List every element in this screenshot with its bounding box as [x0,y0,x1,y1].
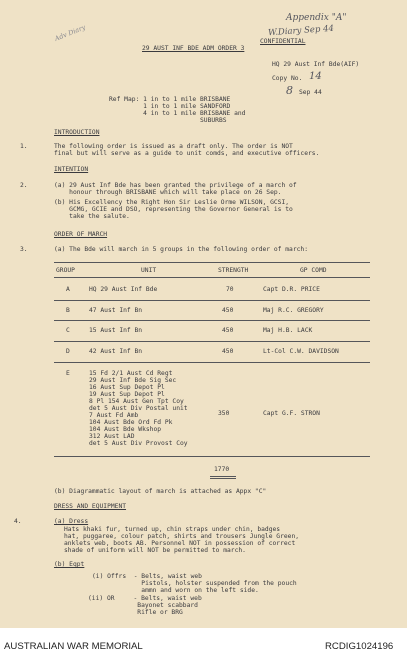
para-number-3: 3. [20,246,28,253]
date-line: Sep 44 [299,89,322,96]
introduction-text: The following order is issued as a draft only. The order is NOT final but will serve as a guide to unit comds, and executive officers. [54,143,320,157]
handwritten-date: 8 [286,84,293,97]
col-header-strength: STRENGTH [218,267,249,274]
row-comd: Maj H.B. LACK [263,327,313,334]
copy-number: 14 [309,71,322,82]
dress-text: Hats khaki fur, turned up, chin straps under chin, badges hat, puggaree, colour patch, shirts and trousers Jungle Green, anklets web, boots AB. Personnel NOT in possession of correct shade of uniform will NOT be permitted to march. [64,526,300,554]
order-title: 29 AUST INF BDE ADM ORDER 3 [142,45,245,52]
row-e-units: 15 Fd 2/1 Aust Cd Regt 29 Aust Inf Bde Sig Sec 16 Aust Sup Depot Pl 19 Aust Sup Depot Pl 8 Pl 154 Aust Gen Tpt Coy det 5 Aust Div Postal unit 7 Aust Fd Amb 104 Aust Bde Ord Fd Pk 104 Aust Bde Wkshop 312 Aust LAD det 5 Aust Div Provost Coy [89,370,188,447]
copy-label: Copy No. [272,75,303,82]
para-number-2: 2. [20,182,28,189]
row-strength: 70 [226,286,234,293]
col-header-comd: GP COMD [300,267,327,274]
row-unit: HQ 29 Aust Inf Bde [89,286,158,293]
intention-b: (b) His Excellency the Right Hon Sir Leslie Orme WILSON, GCSI, GCMG, GCIE and DSO, representing the Governor General is to take the salute. [54,199,293,220]
table-top-rule [54,262,370,263]
col-header-unit: UNIT [141,267,157,274]
row-group: D [66,348,70,355]
row-rule [54,362,370,363]
eqpt-other-ranks: (ii) OR - Belts, waist web Bayonet scabbard Rifle or BRG [88,595,202,616]
row-unit: 42 Aust Inf Bn [89,348,143,355]
hq-line: HQ 29 Aust Inf Bde(AIF) [272,61,360,68]
dress-label: (a) Dress [54,518,89,525]
row-unit: 47 Aust Inf Bn [89,307,143,314]
total-double-rule [210,476,236,477]
row-group: E [66,370,70,377]
row-unit: 15 Aust Inf Bn [89,327,143,334]
order-of-march-text: (a) The Bde will march in 5 groups in the following order of march: [54,246,309,253]
row-strength: 450 [222,327,234,334]
row-strength: 450 [222,348,234,355]
dress-heading: DRESS AND EQUIPMENT [54,503,127,510]
row-strength: 450 [222,307,234,314]
eqpt-label: (b) Eqpt [54,561,85,568]
introduction-heading: INTRODUCTION [54,129,100,136]
handwritten-margin-note: Adv Diary [53,23,87,43]
row-strength: 350 [218,410,230,417]
row-group: C [66,327,70,334]
row-comd: Maj R.C. GREGORY [263,307,324,314]
order-of-march-heading: ORDER OF MARCH [54,231,108,238]
para-number-1: 1. [20,143,28,150]
reference-maps: Ref Map: 1 in to 1 mile BRISBANE 1 in to 1 mile SANDFORD 4 in to 1 mile BRISBANE and SUBURBS [109,96,246,124]
intention-a: (a) 29 Aust Inf Bde has been granted the privilege of a march of honour through BRISBANE which will take place on 26 Sep. [54,182,297,196]
footer-archive-name: AUSTRALIAN WAR MEMORIAL [4,641,143,652]
row-comd: Lt-Col C.W. DAVIDSON [263,348,339,355]
table-bottom-rule [54,456,370,457]
total-double-rule [210,478,236,479]
row-comd: Capt D.R. PRICE [263,286,320,293]
handwritten-appendix-note: Appendix "A" [286,13,347,23]
row-group: A [66,286,70,293]
eqpt-officers: (i) Offrs - Belts, waist web Pistols, holster suspended from the pouch ammn and worn on the left side. [92,573,297,594]
row-rule [54,320,370,321]
strength-total: 1770 [214,466,230,473]
para-number-4: 4. [14,518,22,525]
intention-heading: INTENTION [54,166,89,173]
row-comd: Capt G.F. STRON [263,410,320,417]
footer-record-id: RCDIG1024196 [325,641,394,652]
col-header-group: GROUP [56,267,75,274]
diagram-note: (b) Diagrammatic layout of march is attached as Appx "C" [54,488,267,495]
classification: CONFIDENTIAL [260,38,306,45]
row-group: B [66,307,70,314]
table-header-rule [54,277,370,278]
handwritten-war-diary-note: W.Diary Sep 44 [267,23,335,39]
row-rule [54,300,370,301]
row-rule [54,341,370,342]
